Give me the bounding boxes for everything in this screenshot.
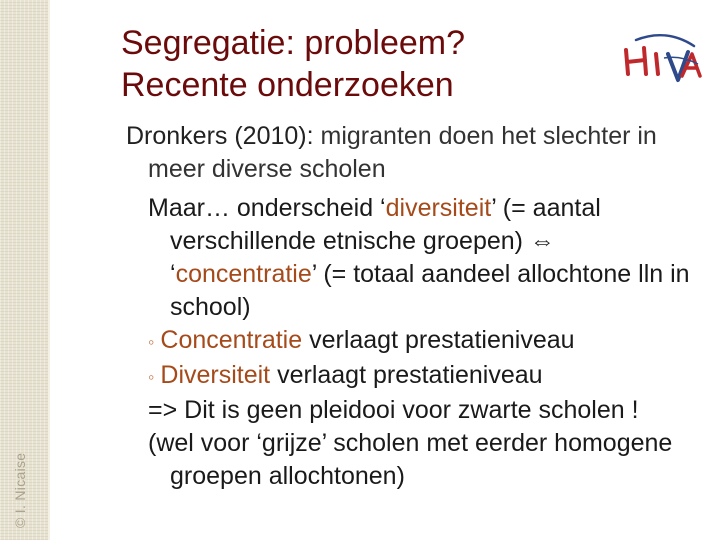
maar-text-1: Maar… onderscheid ‘ — [148, 194, 386, 222]
level2-list — [148, 192, 705, 493]
list-item-diversiteit — [148, 359, 705, 394]
bullet-icon: ◦ — [148, 332, 155, 352]
maar-text-2: ’ (= aantal verschillende etnische groepen) ⇔ ‘ — [170, 194, 601, 288]
source-reference: Dronkers (2010): — [126, 122, 314, 150]
bullet-icon: ◦ — [148, 367, 155, 387]
level1-bullet — [120, 120, 705, 186]
term-diversiteit: diversiteit — [385, 194, 492, 222]
list-item-maar — [148, 192, 705, 324]
slide-title — [121, 22, 465, 106]
list-item-note: (wel voor ‘grijze’ scholen met eerder homogene groepen allochtonen) — [148, 429, 673, 490]
hiva-logo — [616, 28, 708, 98]
copyright-label: © I. Nicaise — [12, 452, 28, 528]
maar-text-3: ’ (= totaal aandeel allochtone lln in school) — [170, 260, 690, 321]
level1-text: migranten doen het slechter in meer diverse scholen — [148, 122, 657, 183]
list-item-concentratie — [148, 324, 705, 359]
decorative-side-band — [0, 0, 50, 540]
term-concentratie: concentratie — [175, 260, 312, 288]
bullet1-rest: verlaagt prestatieniveau — [302, 326, 575, 354]
bullet1-term: Concentratie — [160, 326, 303, 354]
title-line-2: Recente onderzoeken — [121, 66, 454, 104]
slide-body — [120, 120, 705, 493]
title-line-1: Segregatie: probleem? — [121, 24, 466, 62]
list-item-conclusion: => Dit is geen pleidooi voor zwarte scholen ! — [148, 396, 639, 424]
bullet2-rest: verlaagt prestatieniveau — [270, 361, 543, 389]
bullet2-term: Diversiteit — [160, 361, 271, 389]
